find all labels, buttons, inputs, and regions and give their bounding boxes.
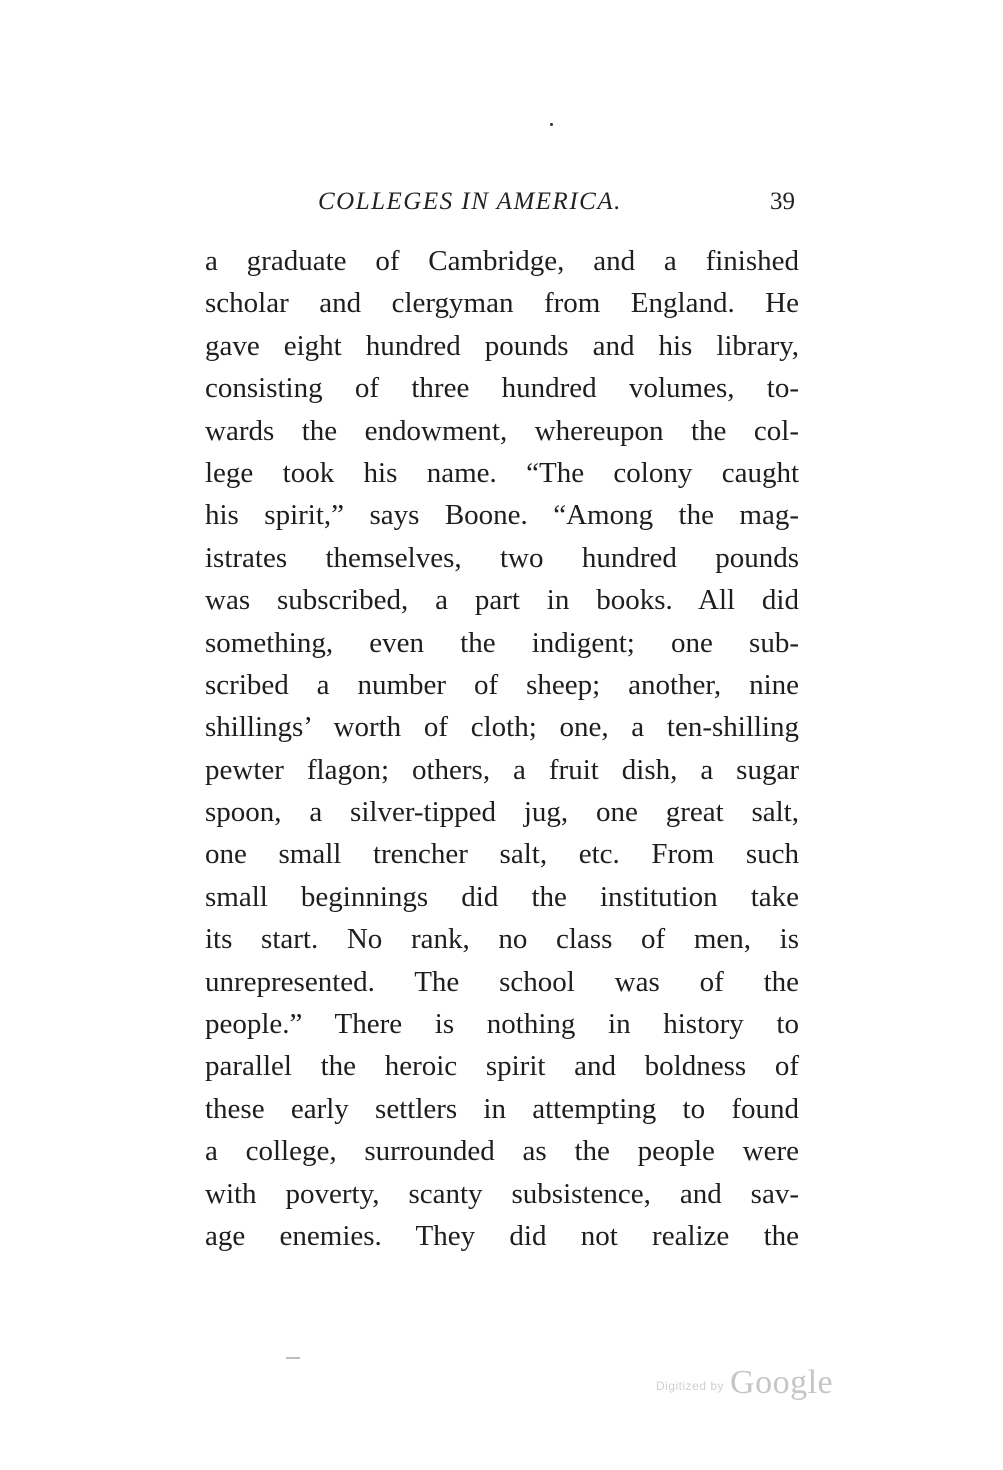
page-number: 39 [770, 188, 795, 215]
text-line: a college, surrounded as the people were [205, 1135, 799, 1168]
text-line: shillings’ worth of cloth; one, a ten-shilling [205, 711, 799, 744]
text-line: gave eight hundred pounds and his library, [205, 329, 799, 362]
text-line: age enemies. They did not realize the [205, 1219, 799, 1252]
text-line: one small trencher salt, etc. From such [205, 838, 799, 871]
text-line: something, even the indigent; one sub- [205, 626, 799, 659]
text-line: was subscribed, a part in books. All did [205, 584, 799, 617]
text-line: parallel the heroic spirit and boldness of [205, 1050, 799, 1083]
stray-mark [286, 1357, 300, 1359]
text-line: a graduate of Cambridge, and a finished [205, 245, 799, 277]
watermark-prefix: Digitized by [656, 1379, 725, 1393]
text-line: these early settlers in attempting to found [205, 1092, 799, 1125]
text-line: consisting of three hundred volumes, to- [205, 372, 799, 405]
text-line: unrepresented. The school was of the [205, 965, 799, 998]
text-line: scholar and clergyman from England. He [205, 287, 799, 320]
digitizer-watermark [656, 1362, 833, 1402]
text-line: with poverty, scanty subsistence, and sav- [205, 1177, 799, 1210]
text-line: pewter flagon; others, a fruit dish, a sugar [205, 753, 799, 786]
text-line: people.” There is nothing in history to [205, 1008, 799, 1041]
text-line: lege took his name. “The colony caught [205, 456, 799, 489]
running-title: COLLEGES IN AMERICA. [318, 188, 622, 215]
text-line: small beginnings did the institution take [205, 880, 799, 913]
text-line: his spirit,” says Boone. “Among the mag- [205, 499, 799, 532]
text-line: scribed a number of sheep; another, nine [205, 668, 799, 701]
text-line: spoon, a silver-tipped jug, one great salt, [205, 796, 799, 829]
body-paragraph [205, 240, 799, 1257]
ink-speck [550, 123, 553, 126]
text-line: its start. No rank, no class of men, is [205, 923, 799, 956]
google-logo: Google [730, 1364, 834, 1401]
text-line: istrates themselves, two hundred pounds [205, 541, 799, 574]
text-line: wards the endowment, whereupon the col- [205, 414, 799, 447]
